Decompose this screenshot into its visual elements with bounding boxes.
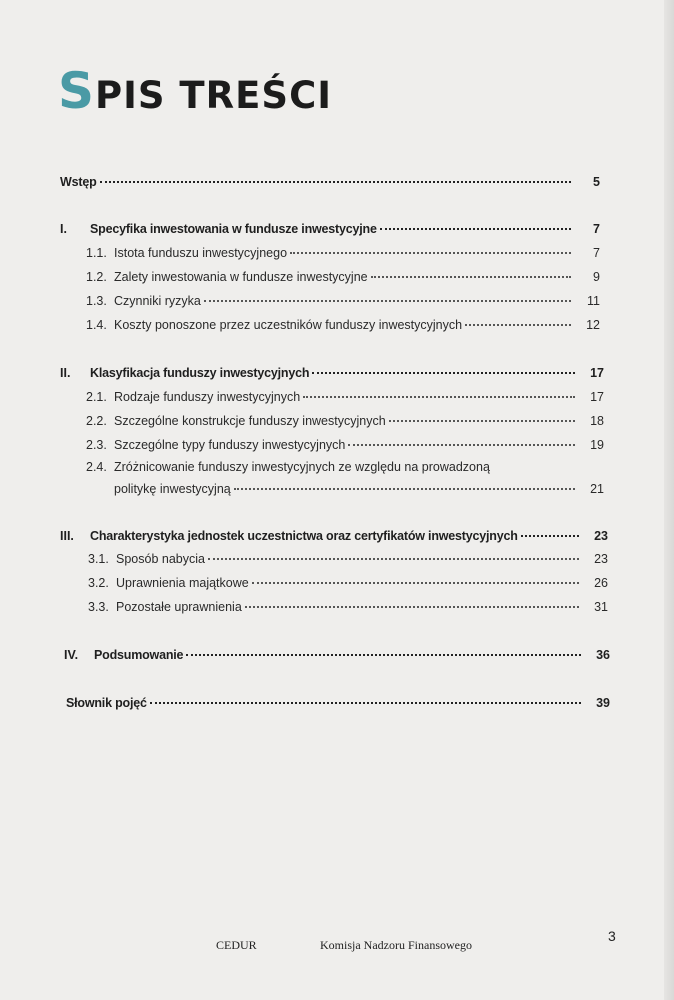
toc-page: 5 xyxy=(593,175,600,189)
toc-number: IV. xyxy=(64,648,79,662)
leader-dots xyxy=(521,535,579,537)
toc-page: 7 xyxy=(593,222,600,236)
toc-label-continued: politykę inwestycyjną xyxy=(114,482,231,496)
toc-label: Słownik pojęć xyxy=(66,696,147,710)
toc-section-1-4[interactable] xyxy=(86,318,600,338)
leader-dots xyxy=(100,181,571,183)
leader-dots xyxy=(186,654,581,656)
toc-number: 2.2. xyxy=(86,414,107,428)
toc-number: III. xyxy=(60,529,74,543)
toc-page: 9 xyxy=(593,270,600,284)
leader-dots xyxy=(380,228,571,230)
toc-number: 1.3. xyxy=(86,294,107,308)
toc-label: Podsumowanie xyxy=(94,648,184,662)
leader-dots xyxy=(371,276,571,278)
toc-page: 11 xyxy=(587,294,600,308)
toc-section-2-4[interactable] xyxy=(86,460,604,480)
toc-label: Szczególne typy funduszy inwestycyjnych xyxy=(114,438,346,452)
toc-label: Rodzaje funduszy inwestycyjnych xyxy=(114,390,301,404)
toc-label: Zalety inwestowania w fundusze inwestycyjne xyxy=(114,270,368,284)
footer-publisher: CEDUR xyxy=(216,938,257,952)
toc-section-1-1[interactable] xyxy=(86,246,600,266)
toc-label: Szczególne konstrukcje funduszy inwestycyjnych xyxy=(114,414,386,428)
toc-number: 2.4. xyxy=(86,460,107,474)
toc-number: 3.1. xyxy=(88,552,109,566)
toc-section-3-3[interactable] xyxy=(88,600,608,620)
toc-number: 2.3. xyxy=(86,438,107,452)
toc-number: 2.1. xyxy=(86,390,107,404)
toc-chapter-3[interactable] xyxy=(60,529,608,549)
toc-label: Wstęp xyxy=(60,175,97,189)
toc-page: 17 xyxy=(590,390,604,404)
toc-section-3-1[interactable] xyxy=(88,552,608,572)
leader-dots xyxy=(290,252,571,254)
toc-section-1-2[interactable] xyxy=(86,270,600,290)
toc-chapter-1[interactable] xyxy=(60,222,600,242)
title-rest: PIS TREŚCI xyxy=(95,74,333,117)
leader-dots xyxy=(389,420,575,422)
leader-dots xyxy=(348,444,575,446)
leader-dots xyxy=(245,606,579,608)
leader-dots xyxy=(252,582,579,584)
toc-number: 1.1. xyxy=(86,246,107,260)
toc-number: 1.2. xyxy=(86,270,107,284)
toc-page: 23 xyxy=(594,529,608,543)
toc-label: Specyfika inwestowania w fundusze inwestycyjne xyxy=(90,222,377,236)
toc-label: Charakterystyka jednostek uczestnictwa oraz certyfikatów inwestycyjnych xyxy=(90,529,518,543)
leader-dots xyxy=(465,324,571,326)
toc-page: 12 xyxy=(586,318,600,332)
toc-page: 36 xyxy=(596,648,610,662)
toc-section-2-1[interactable] xyxy=(86,390,604,410)
toc-page: 23 xyxy=(594,552,608,566)
leader-dots xyxy=(312,372,575,374)
toc-page: 31 xyxy=(594,600,608,614)
toc-page: 7 xyxy=(593,246,600,260)
toc-label: Klasyfikacja funduszy inwestycyjnych xyxy=(90,366,310,380)
toc-label: Istota funduszu inwestycyjnego xyxy=(114,246,288,260)
toc-section-2-2[interactable] xyxy=(86,414,604,434)
toc-number: 1.4. xyxy=(86,318,107,332)
toc-chapter-4[interactable] xyxy=(64,648,610,668)
toc-number: 3.2. xyxy=(88,576,109,590)
leader-dots xyxy=(208,558,579,560)
toc-section-1-3[interactable] xyxy=(86,294,600,314)
leader-dots xyxy=(204,300,571,302)
toc-chapter-2[interactable] xyxy=(60,366,604,386)
toc-label: Uprawnienia majątkowe xyxy=(116,576,249,590)
toc-number: II. xyxy=(60,366,71,380)
footer-organization: Komisja Nadzoru Finansowego xyxy=(320,938,472,952)
toc-page: 39 xyxy=(596,696,610,710)
toc-page: 26 xyxy=(594,576,608,590)
leader-dots xyxy=(234,488,575,490)
toc-number: I. xyxy=(60,222,67,236)
leader-dots xyxy=(303,396,575,398)
title-first-letter: S xyxy=(58,62,96,120)
toc-number: 3.3. xyxy=(88,600,109,614)
toc-entry-wstep[interactable] xyxy=(60,175,600,195)
toc-entry-glossary[interactable] xyxy=(66,696,610,716)
leader-dots xyxy=(150,702,581,704)
toc-section-2-3[interactable] xyxy=(86,438,604,458)
toc-page: 17 xyxy=(590,366,604,380)
page-number: 3 xyxy=(608,928,616,944)
toc-page: 21 xyxy=(590,482,604,496)
toc-label: Czynniki ryzyka xyxy=(114,294,201,308)
toc-label: Sposób nabycia xyxy=(116,552,205,566)
toc-page: 19 xyxy=(590,438,604,452)
toc-label: Pozostałe uprawnienia xyxy=(116,600,242,614)
toc-page: 18 xyxy=(590,414,604,428)
toc-section-3-2[interactable] xyxy=(88,576,608,596)
toc-label: Koszty ponoszone przez uczestników funduszy inwestycyjnych xyxy=(114,318,463,332)
toc-section-2-4-continued[interactable] xyxy=(114,482,604,502)
toc-label: Zróżnicowanie funduszy inwestycyjnych ze względu na prowadzoną xyxy=(114,460,490,474)
